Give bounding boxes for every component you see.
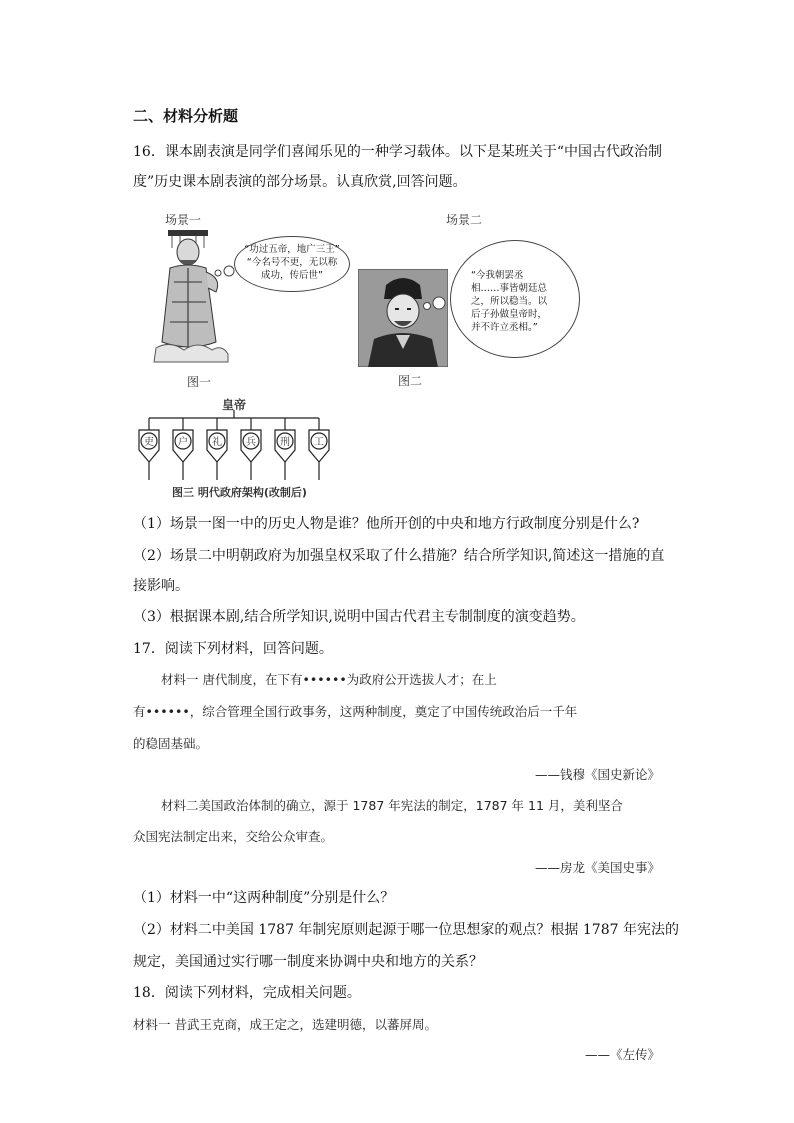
q17-material2-line2: 众国宪法制定出来，交给公众审查。 [133,829,334,844]
scene2-label: 场景二 [446,213,483,227]
section-title: 二、材料分析题 [133,107,239,125]
bubble1-line: 成功，传后世” [261,270,323,281]
fig3-caption: 图三 明代政府架构(改制后) [172,486,307,499]
fig2-caption: 图二 [398,374,423,388]
thought-dots-2 [422,294,452,312]
q17-material1-line1: 材料一 唐代制度，在下有••••••为政府公开选拔人才；在上 [161,672,497,687]
ministry-label: 工 [314,437,324,448]
ministry-label: 礼 [212,437,222,448]
bubble2-line: 并不许立丞相。” [471,322,538,333]
q16-stem-line1: 16．课本剧表演是同学们喜闻乐见的一种学习载体。以下是某班关于“中国古代政治制 [133,144,662,160]
emperor-illustration [150,222,230,370]
q17-material1-line2: 有••••••，综合管理全国行政事务，这两种制度，奠定了中国传统政治后一千年 [133,704,578,719]
q17-sub2-line1: （2）材料二中美国 1787 年制宪原则起源于哪一位思想家的观点？根据 1787 年宪法的 [133,922,679,938]
ming-emperor-portrait [358,269,448,367]
bubble2-line: 后子孙做皇帝时， [471,309,548,320]
q16-sub3: （3）根据课本剧,结合所学知识,说明中国古代君主专制制度的演变趋势。 [133,609,585,625]
fig1-caption: 图一 [187,375,212,389]
q16-stem-line2: 度”历史课本剧表演的部分场景。认真欣赏,回答问题。 [133,174,467,190]
q17-sub1: （1）材料一中“这两种制度”分别是什么？ [133,890,395,906]
q17-intro: 17．阅读下列材料，回答问题。 [133,641,333,657]
q17-material2-source: ——房龙《美国史事》 [534,860,660,875]
q18-material1-source: ——《左传》 [584,1047,660,1062]
bubble1-line: “今名号不更，无以称 [246,257,338,268]
org-chart-diagram [136,410,336,482]
ministry-label: 兵 [246,437,256,448]
q16-sub1: （1）场景一图一中的历史人物是谁？他所开创的中央和地方行政制度分别是什么? [133,516,640,532]
scene1-label: 场景一 [165,213,202,227]
bubble1-line: “功过五帝，地广三王” [244,244,340,255]
q16-sub2-line1: （2）场景二中明朝政府为加强皇权采取了什么措施？结合所学知识,简述这一措施的直 [133,548,665,564]
bubble2-line: 相……事皆朝廷总 [471,283,548,294]
ministry-label: 户 [178,437,188,448]
bubble2-line: 之，所以稳当。以 [471,296,548,307]
ministry-label: 吏 [144,437,154,448]
q17-material2-line1: 材料二美国政治体制的确立，源于 1787 年宪法的制定，1787 年 11 月，美利坚合 [161,798,623,813]
bubble2-line: “今我朝罢丞 [471,270,524,281]
q18-material1: 材料一 昔武王克商，成王定之，选建明德，以蕃屏周。 [133,1017,437,1032]
q17-sub2-line2: 规定，美国通过实行哪一制度来协调中央和地方的关系？ [133,954,483,970]
q17-material1-source: ——钱穆《国史新论》 [534,767,660,782]
speech-bubble-fig2 [450,240,580,358]
speech-bubble-fig1 [234,236,350,292]
fig3-emperor-label: 皇帝 [222,398,247,412]
q18-intro: 18．阅读下列材料，完成相关问题。 [133,985,361,1001]
ministry-label: 刑 [280,437,290,448]
q16-sub2-line2: 接影响。 [133,578,189,594]
q17-material1-line3: 的稳固基础。 [133,736,209,751]
thought-dots-1 [214,264,236,278]
